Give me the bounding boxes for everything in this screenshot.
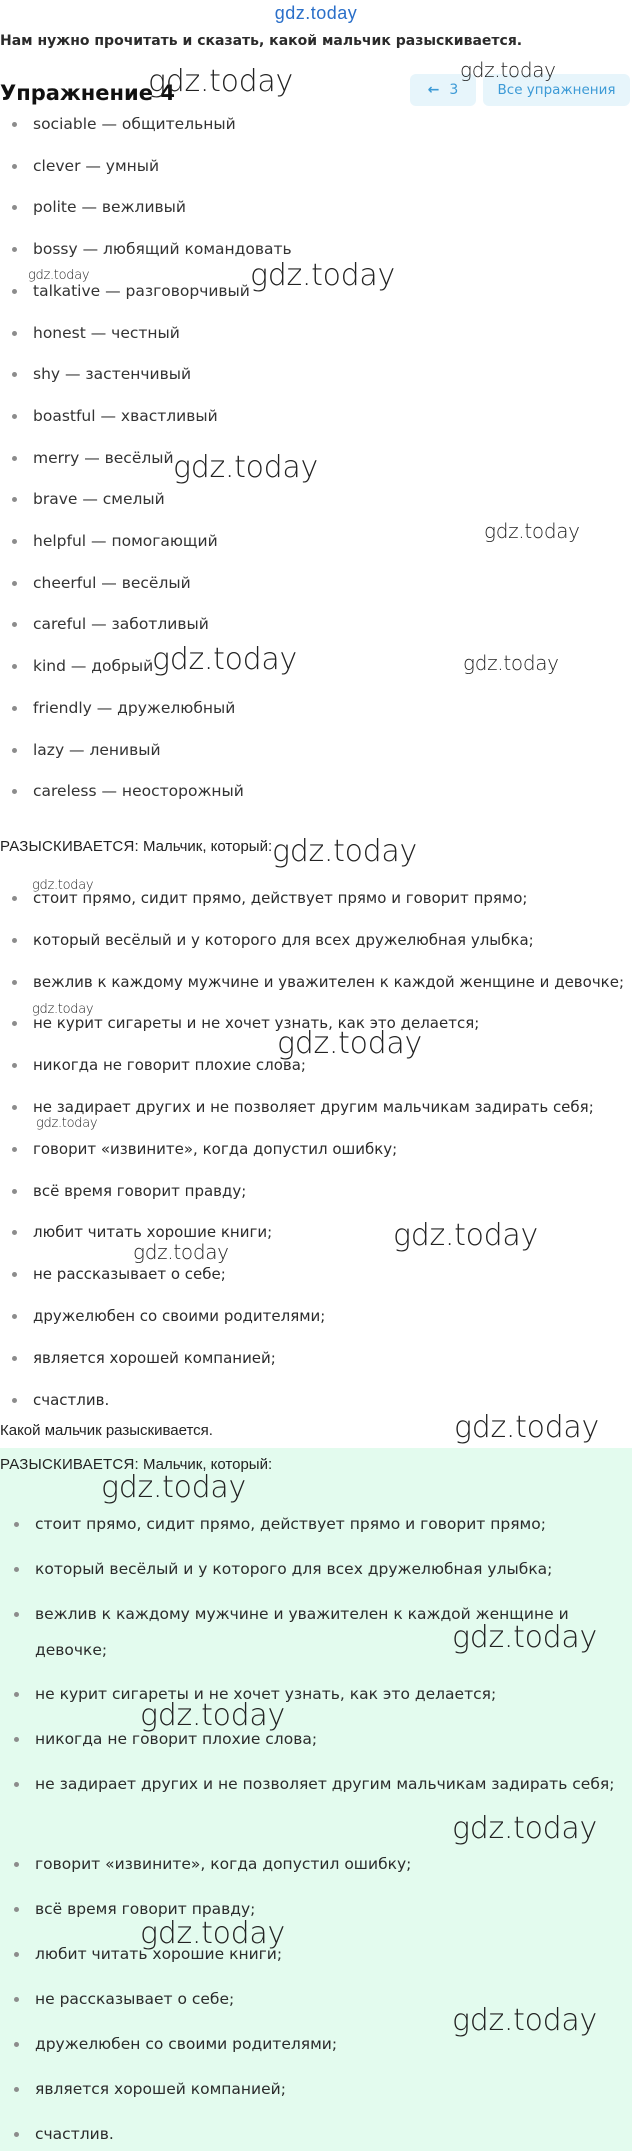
answer-item-text: стоит прямо, сидит прямо, действует прямо и говорит прямо; (35, 1515, 546, 1533)
answer-item-text: говорит «извините», когда допустил ошибку; (35, 1855, 412, 1873)
answer-block (0, 1448, 632, 2151)
vocabulary-item-text: cheerful — весёлый (33, 573, 191, 592)
vocabulary-item-text: friendly — дружелюбный (33, 698, 236, 717)
trait-item-text: не курит сигареты и не хочет узнать, как это делается; (33, 1014, 480, 1033)
bullet-dot-icon (12, 1105, 17, 1110)
vocabulary-item-text: careless — неосторожный (33, 782, 244, 801)
bullet-dot-icon (14, 1997, 19, 2002)
watermark: gdz.today (452, 2003, 597, 2038)
watermark: gdz.today (28, 268, 90, 283)
answer-item-text: дружелюбен со своими родителями; (35, 2035, 338, 2053)
bullet-dot-icon (12, 1356, 17, 1361)
bullet-dot-icon (12, 1021, 17, 1026)
exercise-title: Упражнение 4 (0, 81, 175, 105)
answer-item-text: не задирает других и не позволяет другим мальчикам задирать себя; (35, 1775, 615, 1793)
trait-item (0, 928, 632, 952)
watermark: gdz.today (250, 258, 395, 293)
vocabulary-item (0, 112, 632, 136)
bullet-dot-icon (12, 748, 17, 753)
vocabulary-item-text: sociable — общительный (33, 115, 236, 133)
trait-item-text: стоит прямо, сидит прямо, действует прямо и говорит прямо; (33, 889, 528, 907)
trait-item-text: не задирает других и не позволяет другим мальчикам задирать себя; (33, 1098, 594, 1116)
bullet-dot-icon (14, 1952, 19, 1957)
bullet-dot-icon (12, 581, 17, 586)
trait-item-text: говорит «извините», когда допустил ошибку; (33, 1139, 398, 1158)
trait-item-text: дружелюбен со своими родителями; (33, 1307, 326, 1325)
watermark: gdz.today (36, 1116, 98, 1131)
question-text: Какой мальчик разыскивается. (0, 1422, 213, 1439)
bullet-dot-icon (14, 1862, 19, 1867)
answer-item-text: не курит сигареты и не хочет узнать, как это делается; (35, 1685, 497, 1703)
trait-item (0, 1137, 632, 1161)
vocabulary-item-text: merry — весёлый (33, 448, 174, 467)
bullet-dot-icon (12, 896, 17, 901)
answer-item-text: всё время говорит правду; (35, 1900, 256, 1918)
trait-item-text: любит читать хорошие книги; (33, 1223, 273, 1242)
watermark: gdz.today (140, 1916, 285, 1951)
vocabulary-item (0, 362, 632, 386)
answer-item-text: никогда не говорит плохие слова; (35, 1730, 318, 1748)
prev-exercise-label: 3 (449, 82, 459, 98)
answer-item-text: любит читать хорошие книги; (35, 1945, 283, 1963)
bullet-dot-icon (12, 456, 17, 461)
trait-item (0, 1388, 632, 1412)
watermark: gdz.today (152, 642, 297, 677)
vocabulary-item (0, 487, 632, 511)
bullet-dot-icon (14, 1692, 19, 1697)
bullet-dot-icon (12, 1314, 17, 1319)
vocabulary-item (0, 779, 632, 803)
bullet-dot-icon (14, 1567, 19, 1572)
answer-item-text: является хорошей компанией; (35, 2080, 286, 2098)
bullet-dot-icon (14, 1907, 19, 1912)
vocabulary-item (0, 321, 632, 345)
trait-item (0, 1304, 632, 1328)
bullet-dot-icon (12, 247, 17, 252)
answer-item-text: не рассказывает о себе; (35, 1990, 235, 2008)
vocabulary-item-text: kind — добрый (33, 657, 154, 676)
vocabulary-item (0, 195, 632, 219)
bullet-dot-icon (14, 2042, 19, 2047)
bullet-dot-icon (12, 331, 17, 336)
bullet-dot-icon (12, 372, 17, 377)
vocabulary-item-text: shy — застенчивый (33, 365, 192, 384)
trait-item-text: счастлив. (33, 1390, 110, 1409)
bullet-dot-icon (12, 1398, 17, 1403)
bullet-dot-icon (14, 2132, 19, 2137)
trait-item-text: не рассказывает о себе; (33, 1265, 226, 1284)
bullet-dot-icon (14, 2087, 19, 2092)
vocabulary-item (0, 571, 632, 595)
wanted-rest: Мальчик, который: (143, 838, 273, 855)
trait-item (0, 1262, 632, 1286)
bullet-dot-icon (12, 164, 17, 169)
bullet-dot-icon (12, 1189, 17, 1194)
vocabulary-item-text: bossy — любящий командовать (33, 240, 292, 259)
bullet-dot-icon (12, 497, 17, 502)
watermark: gdz.today (452, 1811, 597, 1846)
vocabulary-item (0, 154, 632, 178)
vocabulary-item-text: lazy — ленивый (33, 740, 161, 759)
answer-item-text: который весёлый и у которого для всех дружелюбная улыбка; (35, 1560, 553, 1578)
bullet-dot-icon (14, 1737, 19, 1742)
trait-item-text: вежлив к каждому мужчине и уважителен к каждой женщине и девочке; (33, 972, 625, 991)
bullet-dot-icon (14, 1612, 19, 1617)
watermark: gdz.today (463, 651, 559, 675)
watermark: gdz.today (32, 1002, 94, 1017)
vocabulary-item-text: polite — вежливый (33, 198, 186, 217)
watermark: gdz.today (272, 834, 417, 869)
bullet-dot-icon (12, 938, 17, 943)
bullet-dot-icon (12, 289, 17, 294)
vocabulary-item-text: boastful — хвастливый (33, 406, 218, 425)
wanted-heading (0, 836, 272, 858)
vocabulary-item-text: clever — умный (33, 156, 160, 175)
answer-item-text: счастлив. (35, 2125, 114, 2143)
bullet-dot-icon (12, 980, 17, 985)
vocabulary-item-text: helpful — помогающий (33, 532, 218, 550)
trait-item (0, 1179, 632, 1203)
vocabulary-item-text: brave — смелый (33, 490, 165, 509)
bullet-dot-icon (12, 414, 17, 419)
watermark: gdz.today (173, 450, 318, 485)
all-exercises-button[interactable]: Все упражнения (483, 74, 630, 106)
vocabulary-item (0, 404, 632, 428)
vocabulary-item-text: talkative — разговорчивый (33, 281, 250, 300)
answer-wanted-label: РАЗЫСКИВАЕТСЯ: (0, 1456, 139, 1473)
bullet-dot-icon (12, 706, 17, 711)
bullet-dot-icon (12, 1147, 17, 1152)
trait-item (0, 970, 632, 994)
watermark: gdz.today (484, 519, 580, 543)
watermark: gdz.today (393, 1218, 538, 1253)
site-logo[interactable]: gdz.today (274, 3, 358, 23)
vocabulary-item-text: careful — заботливый (33, 615, 209, 634)
bullet-dot-icon (12, 789, 17, 794)
watermark: gdz.today (148, 64, 293, 99)
watermark: gdz.today (32, 878, 94, 893)
answer-item-text: вежлив к каждому мужчине и уважителен к каждой женщине и девочке; (35, 1605, 569, 1659)
bullet-dot-icon (12, 539, 17, 544)
bullet-dot-icon (12, 1063, 17, 1068)
watermark: gdz.today (452, 1620, 597, 1655)
vocabulary-item (0, 696, 632, 720)
vocabulary-item (0, 612, 632, 636)
bullet-dot-icon (12, 1230, 17, 1235)
watermark: gdz.today (454, 1410, 599, 1445)
bullet-dot-icon (14, 1522, 19, 1527)
bullet-dot-icon (12, 622, 17, 627)
intro-text: Нам нужно прочитать и сказать, какой мальчик разыскивается. (0, 33, 523, 49)
trait-item-text: является хорошей компанией; (33, 1348, 276, 1367)
bullet-dot-icon (14, 1782, 19, 1787)
watermark: gdz.today (460, 58, 556, 82)
trait-item-text: который весёлый и у которого для всех дружелюбная улыбка; (33, 930, 534, 949)
trait-item (0, 886, 632, 910)
vocabulary-item (0, 738, 632, 762)
bullet-dot-icon (12, 1272, 17, 1277)
trait-item-text: всё время говорит правду; (33, 1181, 247, 1200)
watermark: gdz.today (140, 1698, 285, 1733)
answer-wanted-rest: Мальчик, который: (143, 1456, 273, 1473)
bullet-dot-icon (12, 205, 17, 210)
watermark: gdz.today (277, 1026, 422, 1061)
watermark: gdz.today (133, 1240, 229, 1264)
wanted-label: РАЗЫСКИВАЕТСЯ: (0, 838, 139, 855)
trait-item-text: никогда не говорит плохие слова; (33, 1056, 306, 1075)
trait-item (0, 1346, 632, 1370)
watermark: gdz.today (101, 1470, 246, 1505)
vocabulary-item-text: honest — честный (33, 323, 180, 342)
arrow-left-icon: ← (427, 82, 440, 98)
bullet-dot-icon (12, 122, 17, 127)
bullet-dot-icon (12, 664, 17, 669)
